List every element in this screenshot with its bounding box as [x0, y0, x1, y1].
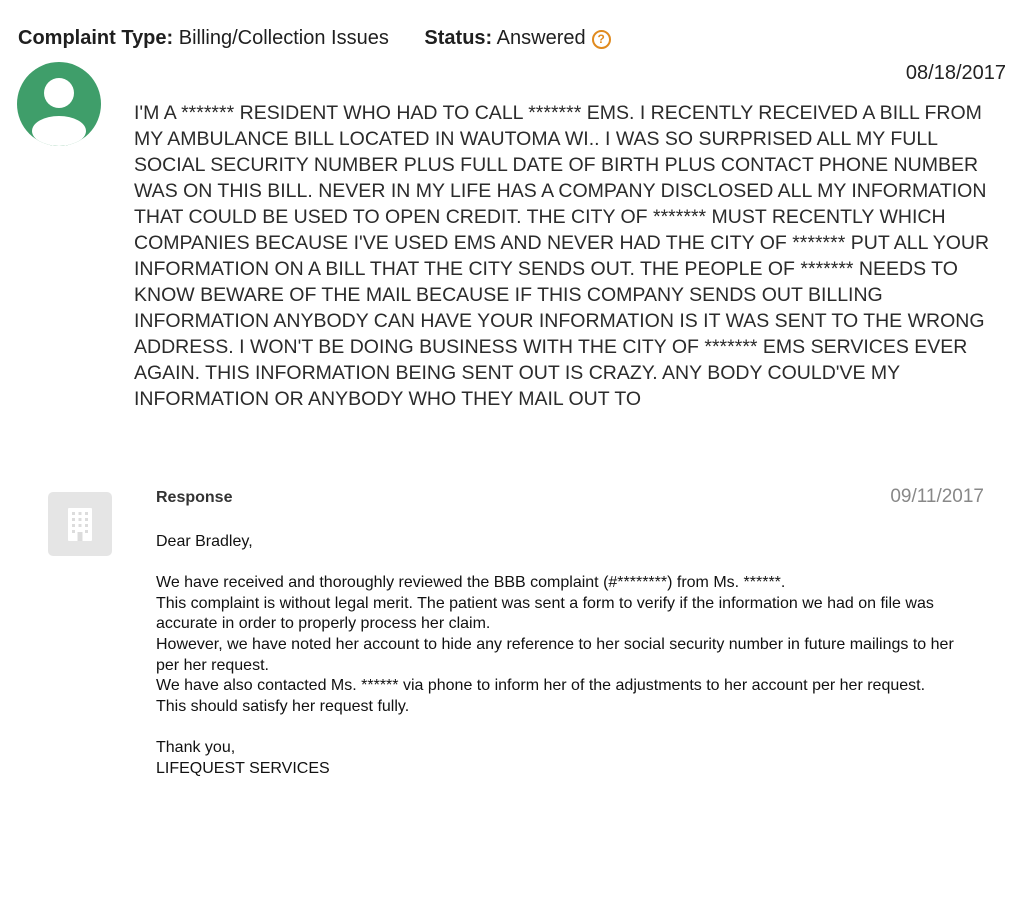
- status-value: Answered: [496, 27, 586, 49]
- complaint-date: 08/18/2017: [905, 62, 1006, 84]
- complaint-type-value: Billing/Collection Issues: [178, 27, 389, 49]
- complaint-header: [18, 26, 611, 50]
- user-avatar-icon: [17, 62, 101, 146]
- complaint-text: I'M A ******* RESIDENT WHO HAD TO CALL ******* EMS. I RECENTLY RECEIVED A BILL FROM MY AMBULANCE BILL LOCATED IN WAUTOMA WI.. I WAS SO SURPRISED ALL MY FULL SOCIAL SECURITY NUMBER PLUS FULL DATE OF BIRTH PLUS CONTACT PHONE NUMBER WAS ON THIS BILL. NEVER IN MY LIFE HAS A COMPANY DISCLOSED ALL MY INFORMATION THAT COULD BE USED TO OPEN CREDIT. THE CITY OF ******* MUST RECENTLY WHICH COMPANIES BECAUSE I'VE USED EMS AND NEVER HAD THE CITY OF ******* PUT ALL YOUR INFORMATION ON A BILL THAT THE CITY SENDS OUT. THE PEOPLE OF ******* NEEDS TO KNOW BEWARE OF THE MAIL BECAUSE IF THIS COMPANY SENDS OUT BILLING INFORMATION ANYBODY CAN HAVE YOUR INFORMATION IS IT WAS SENT TO THE WRONG ADDRESS. I WON'T BE DOING BUSINESS WITH THE CITY OF ******* EMS SERVICES EVER AGAIN. THIS INFORMATION BEING SENT OUT IS CRAZY. ANY BODY COULD'VE MY INFORMATION OR ANYBODY WHO THEY MAIL OUT TO: [134, 102, 990, 410]
- response-line: This complaint is without legal merit. The patient was sent a form to verify if the information we had on file was accurate in order to properly process her claim.: [156, 594, 934, 633]
- status-label: Status:: [424, 27, 493, 49]
- response-label: Response: [156, 489, 233, 506]
- status-group: [424, 27, 610, 49]
- response-signature: LIFEQUEST SERVICES: [156, 759, 330, 777]
- response-line: We have also contacted Ms. ****** via phone to inform her of the adjustments to her account per her request.: [156, 677, 926, 695]
- response-line: We have received and thoroughly reviewed the BBB complaint (#********) from Ms. ******.: [156, 574, 786, 592]
- help-question-icon[interactable]: ?: [592, 30, 611, 49]
- response-line: However, we have noted her account to hide any reference to her social security number in future mailings to her per her request.: [156, 635, 954, 674]
- business-building-icon: [48, 492, 112, 556]
- response-signoff: [156, 738, 976, 779]
- response-line: This should satisfy her request fully.: [156, 697, 410, 715]
- response-paragraph: [156, 573, 976, 717]
- response-body: [156, 532, 976, 800]
- response-date: 09/11/2017: [890, 486, 984, 507]
- complaint-type-label: Complaint Type:: [18, 27, 174, 49]
- response-greeting: Dear Bradley,: [156, 533, 253, 550]
- response-closing: Thank you,: [156, 738, 236, 756]
